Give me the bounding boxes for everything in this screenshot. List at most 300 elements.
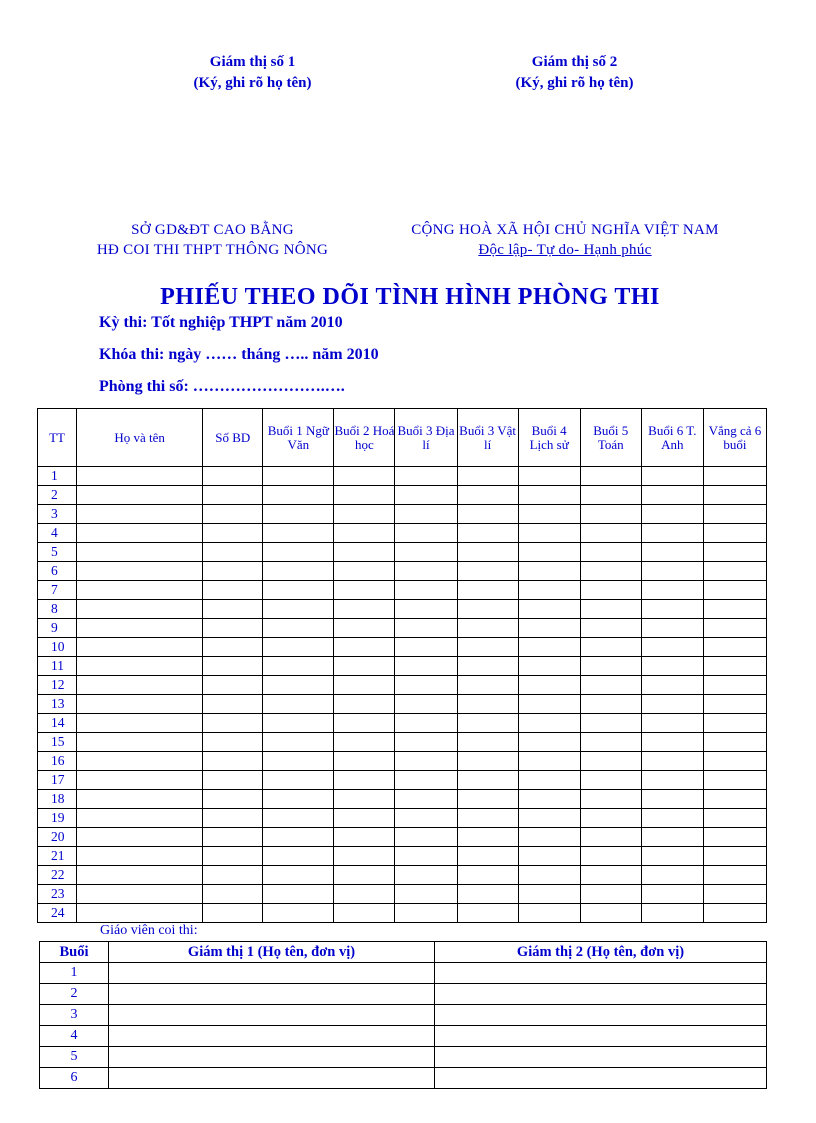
table-cell[interactable] <box>580 790 641 809</box>
table-cell[interactable] <box>641 600 703 619</box>
table-cell[interactable] <box>518 543 580 562</box>
table-cell[interactable] <box>395 790 457 809</box>
table-cell[interactable] <box>334 714 395 733</box>
table-cell[interactable] <box>518 638 580 657</box>
table-cell[interactable] <box>334 581 395 600</box>
table-cell[interactable] <box>395 828 457 847</box>
row-number: 11 <box>38 657 77 676</box>
table-cell[interactable] <box>395 600 457 619</box>
table-cell[interactable] <box>641 505 703 524</box>
table-cell[interactable] <box>703 619 766 638</box>
table-cell[interactable] <box>203 695 263 714</box>
table-row <box>40 1047 767 1068</box>
table-cell[interactable] <box>457 809 518 828</box>
table-row <box>38 733 767 752</box>
table-cell[interactable] <box>703 505 766 524</box>
table-cell[interactable] <box>263 543 334 562</box>
table-cell[interactable] <box>334 486 395 505</box>
table-cell[interactable] <box>263 581 334 600</box>
table-cell[interactable] <box>703 714 766 733</box>
row-number: 5 <box>38 543 77 562</box>
table-cell[interactable] <box>435 1068 767 1089</box>
table-cell[interactable] <box>580 847 641 866</box>
table-row <box>38 847 767 866</box>
table-cell[interactable] <box>457 467 518 486</box>
table-cell[interactable] <box>334 790 395 809</box>
table-cell[interactable] <box>77 866 203 885</box>
table-cell[interactable] <box>641 866 703 885</box>
column-header: Buổi 3 Vật lí <box>457 409 518 467</box>
table-cell[interactable] <box>641 619 703 638</box>
table-cell[interactable] <box>263 904 334 923</box>
table-cell[interactable] <box>203 543 263 562</box>
table-row <box>38 695 767 714</box>
table-cell[interactable] <box>203 486 263 505</box>
national-motto: Độc lập- Tự do- Hạnh phúc <box>478 242 652 258</box>
table-cell[interactable] <box>203 600 263 619</box>
table-cell[interactable] <box>203 866 263 885</box>
table-cell[interactable] <box>518 524 580 543</box>
table-cell[interactable] <box>518 828 580 847</box>
row-number: 23 <box>38 885 77 904</box>
column-header: Giám thị 1 (Họ tên, đơn vị) <box>109 942 435 963</box>
table-cell[interactable] <box>518 619 580 638</box>
table-cell[interactable] <box>703 733 766 752</box>
table-cell[interactable] <box>263 619 334 638</box>
table-cell[interactable] <box>203 828 263 847</box>
table-cell[interactable] <box>435 1005 767 1026</box>
table-cell[interactable] <box>641 638 703 657</box>
column-header: Vắng cả 6 buổi <box>703 409 766 467</box>
table-row <box>38 790 767 809</box>
table-cell[interactable] <box>203 619 263 638</box>
table-cell[interactable] <box>703 866 766 885</box>
department-name: SỞ GD&ĐT CAO BẰNG <box>131 222 294 238</box>
table-cell[interactable] <box>263 847 334 866</box>
national-header <box>365 220 765 260</box>
table-cell[interactable] <box>77 562 203 581</box>
table-cell[interactable] <box>703 771 766 790</box>
table-cell[interactable] <box>703 600 766 619</box>
table-cell[interactable] <box>580 600 641 619</box>
table-cell[interactable] <box>457 676 518 695</box>
table-cell[interactable] <box>77 486 203 505</box>
table-cell[interactable] <box>641 562 703 581</box>
table-cell[interactable] <box>334 657 395 676</box>
table-cell[interactable] <box>518 790 580 809</box>
table-cell[interactable] <box>109 1005 435 1026</box>
row-number: 4 <box>38 524 77 543</box>
table-cell[interactable] <box>703 752 766 771</box>
table-cell[interactable] <box>457 904 518 923</box>
table-cell[interactable] <box>395 904 457 923</box>
table-cell[interactable] <box>641 657 703 676</box>
table-cell[interactable] <box>334 904 395 923</box>
row-number: 19 <box>38 809 77 828</box>
table-row <box>38 657 767 676</box>
table-cell[interactable] <box>457 486 518 505</box>
table-cell[interactable] <box>580 638 641 657</box>
table-cell[interactable] <box>457 828 518 847</box>
table-cell[interactable] <box>518 486 580 505</box>
table-cell[interactable] <box>580 866 641 885</box>
table-cell[interactable] <box>203 657 263 676</box>
table-cell[interactable] <box>641 676 703 695</box>
column-header: Số BD <box>203 409 263 467</box>
table-cell[interactable] <box>641 771 703 790</box>
table-cell[interactable] <box>703 676 766 695</box>
table-cell[interactable] <box>395 638 457 657</box>
table-cell[interactable] <box>457 638 518 657</box>
table-cell[interactable] <box>518 562 580 581</box>
table-cell[interactable] <box>334 847 395 866</box>
table-cell[interactable] <box>334 619 395 638</box>
table-cell[interactable] <box>457 619 518 638</box>
table-cell[interactable] <box>457 885 518 904</box>
table-cell[interactable] <box>641 543 703 562</box>
table-cell[interactable] <box>203 809 263 828</box>
table-cell[interactable] <box>334 562 395 581</box>
table-cell[interactable] <box>77 543 203 562</box>
table-cell[interactable] <box>518 505 580 524</box>
table-cell[interactable] <box>203 562 263 581</box>
table-cell[interactable] <box>203 505 263 524</box>
table-cell[interactable] <box>334 866 395 885</box>
invigilator-table-header <box>40 942 767 963</box>
invigilator-table <box>39 941 767 1089</box>
table-row <box>38 866 767 885</box>
table-cell[interactable] <box>580 828 641 847</box>
session-number: 6 <box>40 1068 109 1089</box>
table-cell[interactable] <box>580 486 641 505</box>
table-cell[interactable] <box>77 695 203 714</box>
table-cell[interactable] <box>457 790 518 809</box>
table-cell[interactable] <box>77 790 203 809</box>
table-cell[interactable] <box>263 809 334 828</box>
table-cell[interactable] <box>395 562 457 581</box>
invigilator-table-body <box>40 963 767 1089</box>
table-cell[interactable] <box>263 714 334 733</box>
table-cell[interactable] <box>703 486 766 505</box>
table-cell[interactable] <box>703 562 766 581</box>
table-cell[interactable] <box>580 657 641 676</box>
table-row <box>38 467 767 486</box>
table-cell[interactable] <box>580 524 641 543</box>
table-cell[interactable] <box>457 752 518 771</box>
table-cell[interactable] <box>77 657 203 676</box>
table-row <box>38 809 767 828</box>
table-cell[interactable] <box>457 695 518 714</box>
table-cell[interactable] <box>334 733 395 752</box>
table-cell[interactable] <box>77 828 203 847</box>
table-cell[interactable] <box>457 847 518 866</box>
table-cell[interactable] <box>641 733 703 752</box>
table-cell[interactable] <box>263 733 334 752</box>
table-cell[interactable] <box>457 543 518 562</box>
table-cell[interactable] <box>334 828 395 847</box>
table-cell[interactable] <box>641 885 703 904</box>
table-cell[interactable] <box>518 847 580 866</box>
table-cell[interactable] <box>395 467 457 486</box>
table-cell[interactable] <box>109 1026 435 1047</box>
table-row <box>40 963 767 984</box>
table-cell[interactable] <box>77 809 203 828</box>
table-cell[interactable] <box>203 904 263 923</box>
table-row <box>40 984 767 1005</box>
table-cell[interactable] <box>518 657 580 676</box>
table-cell[interactable] <box>334 752 395 771</box>
table-cell[interactable] <box>395 847 457 866</box>
table-cell[interactable] <box>77 524 203 543</box>
table-cell[interactable] <box>77 714 203 733</box>
table-cell[interactable] <box>395 486 457 505</box>
table-cell[interactable] <box>203 676 263 695</box>
table-cell[interactable] <box>203 790 263 809</box>
row-number: 12 <box>38 676 77 695</box>
table-cell[interactable] <box>109 963 435 984</box>
table-cell[interactable] <box>109 984 435 1005</box>
table-cell[interactable] <box>518 733 580 752</box>
table-cell[interactable] <box>263 638 334 657</box>
table-cell[interactable] <box>77 847 203 866</box>
table-cell[interactable] <box>263 866 334 885</box>
table-cell[interactable] <box>334 600 395 619</box>
column-header: Buổi 6 T. Anh <box>641 409 703 467</box>
table-cell[interactable] <box>395 752 457 771</box>
table-cell[interactable] <box>77 600 203 619</box>
table-cell[interactable] <box>703 885 766 904</box>
table-cell[interactable] <box>457 714 518 733</box>
table-cell[interactable] <box>518 695 580 714</box>
table-cell[interactable] <box>203 733 263 752</box>
table-cell[interactable] <box>77 638 203 657</box>
table-cell[interactable] <box>703 847 766 866</box>
table-row <box>38 619 767 638</box>
table-cell[interactable] <box>580 505 641 524</box>
row-number: 17 <box>38 771 77 790</box>
table-cell[interactable] <box>334 809 395 828</box>
table-cell[interactable] <box>641 809 703 828</box>
table-cell[interactable] <box>263 524 334 543</box>
table-cell[interactable] <box>580 619 641 638</box>
table-cell[interactable] <box>580 676 641 695</box>
table-cell[interactable] <box>109 1068 435 1089</box>
table-cell[interactable] <box>395 505 457 524</box>
table-cell[interactable] <box>435 984 767 1005</box>
table-cell[interactable] <box>334 524 395 543</box>
row-number: 2 <box>38 486 77 505</box>
table-cell[interactable] <box>703 581 766 600</box>
table-cell[interactable] <box>395 771 457 790</box>
table-cell[interactable] <box>395 733 457 752</box>
row-number: 9 <box>38 619 77 638</box>
table-cell[interactable] <box>703 543 766 562</box>
table-cell[interactable] <box>457 524 518 543</box>
table-cell[interactable] <box>263 486 334 505</box>
table-cell[interactable] <box>77 771 203 790</box>
table-cell[interactable] <box>203 752 263 771</box>
table-cell[interactable] <box>518 581 580 600</box>
table-cell[interactable] <box>334 505 395 524</box>
column-header: TT <box>38 409 77 467</box>
table-cell[interactable] <box>580 714 641 733</box>
table-row <box>38 505 767 524</box>
table-cell[interactable] <box>263 695 334 714</box>
table-cell[interactable] <box>641 847 703 866</box>
table-cell[interactable] <box>457 562 518 581</box>
table-cell[interactable] <box>77 505 203 524</box>
exam-info: Kỳ thi: Tốt nghiệp THPT năm 2010 <box>99 314 343 331</box>
table-cell[interactable] <box>580 581 641 600</box>
table-cell[interactable] <box>641 752 703 771</box>
table-cell[interactable] <box>334 467 395 486</box>
table-cell[interactable] <box>77 885 203 904</box>
table-cell[interactable] <box>435 963 767 984</box>
table-cell[interactable] <box>263 657 334 676</box>
signature-block-2 <box>472 52 677 94</box>
table-cell[interactable] <box>641 714 703 733</box>
table-cell[interactable] <box>109 1047 435 1068</box>
table-cell[interactable] <box>395 619 457 638</box>
table-cell[interactable] <box>435 1026 767 1047</box>
table-cell[interactable] <box>580 733 641 752</box>
table-cell[interactable] <box>77 733 203 752</box>
table-cell[interactable] <box>77 752 203 771</box>
signature-title: Giám thị số 1 <box>209 54 296 70</box>
table-cell[interactable] <box>263 562 334 581</box>
table-cell[interactable] <box>518 809 580 828</box>
table-cell[interactable] <box>334 695 395 714</box>
table-cell[interactable] <box>703 790 766 809</box>
column-header: Buổi 5 Toán <box>580 409 641 467</box>
table-cell[interactable] <box>203 771 263 790</box>
table-cell[interactable] <box>641 581 703 600</box>
table-cell[interactable] <box>641 828 703 847</box>
signature-title: Giám thị số 2 <box>531 54 618 70</box>
table-cell[interactable] <box>580 771 641 790</box>
table-cell[interactable] <box>580 543 641 562</box>
table-cell[interactable] <box>518 771 580 790</box>
table-cell[interactable] <box>334 676 395 695</box>
table-cell[interactable] <box>203 638 263 657</box>
table-cell[interactable] <box>203 467 263 486</box>
table-cell[interactable] <box>395 809 457 828</box>
table-cell[interactable] <box>580 904 641 923</box>
table-cell[interactable] <box>395 657 457 676</box>
table-cell[interactable] <box>518 866 580 885</box>
table-cell[interactable] <box>395 866 457 885</box>
table-cell[interactable] <box>518 904 580 923</box>
table-cell[interactable] <box>395 885 457 904</box>
table-cell[interactable] <box>580 467 641 486</box>
table-cell[interactable] <box>641 467 703 486</box>
row-number: 18 <box>38 790 77 809</box>
table-cell[interactable] <box>435 1047 767 1068</box>
table-cell[interactable] <box>395 543 457 562</box>
table-cell[interactable] <box>263 505 334 524</box>
table-cell[interactable] <box>703 828 766 847</box>
table-cell[interactable] <box>518 467 580 486</box>
table-cell[interactable] <box>703 524 766 543</box>
table-cell[interactable] <box>457 771 518 790</box>
table-row <box>38 600 767 619</box>
table-cell[interactable] <box>77 619 203 638</box>
table-cell[interactable] <box>203 714 263 733</box>
table-cell[interactable] <box>263 771 334 790</box>
table-cell[interactable] <box>518 714 580 733</box>
table-cell[interactable] <box>703 467 766 486</box>
table-cell[interactable] <box>334 638 395 657</box>
table-cell[interactable] <box>580 885 641 904</box>
table-cell[interactable] <box>641 524 703 543</box>
tracking-table-header <box>38 409 767 467</box>
table-cell[interactable] <box>580 695 641 714</box>
table-cell[interactable] <box>518 752 580 771</box>
table-cell[interactable] <box>263 828 334 847</box>
table-cell[interactable] <box>263 790 334 809</box>
table-cell[interactable] <box>457 657 518 676</box>
row-number: 3 <box>38 505 77 524</box>
table-cell[interactable] <box>580 752 641 771</box>
column-header: Buổi <box>40 942 109 963</box>
table-cell[interactable] <box>457 581 518 600</box>
table-cell[interactable] <box>395 524 457 543</box>
table-cell[interactable] <box>334 771 395 790</box>
table-cell[interactable] <box>263 600 334 619</box>
table-cell[interactable] <box>77 581 203 600</box>
table-cell[interactable] <box>395 581 457 600</box>
table-cell[interactable] <box>518 885 580 904</box>
table-cell[interactable] <box>457 866 518 885</box>
table-cell[interactable] <box>334 543 395 562</box>
table-cell[interactable] <box>580 562 641 581</box>
table-cell[interactable] <box>203 524 263 543</box>
table-cell[interactable] <box>334 885 395 904</box>
table-cell[interactable] <box>580 809 641 828</box>
table-cell[interactable] <box>457 733 518 752</box>
table-cell[interactable] <box>703 809 766 828</box>
table-cell[interactable] <box>457 600 518 619</box>
table-cell[interactable] <box>263 467 334 486</box>
table-cell[interactable] <box>263 752 334 771</box>
table-cell[interactable] <box>703 904 766 923</box>
table-cell[interactable] <box>457 505 518 524</box>
column-header: Giám thị 2 (Họ tên, đơn vị) <box>435 942 767 963</box>
table-cell[interactable] <box>77 467 203 486</box>
table-cell[interactable] <box>395 714 457 733</box>
row-number: 7 <box>38 581 77 600</box>
table-cell[interactable] <box>703 657 766 676</box>
table-cell[interactable] <box>395 695 457 714</box>
table-cell[interactable] <box>203 581 263 600</box>
table-cell[interactable] <box>703 638 766 657</box>
table-cell[interactable] <box>77 676 203 695</box>
table-cell[interactable] <box>203 847 263 866</box>
table-cell[interactable] <box>77 904 203 923</box>
table-cell[interactable] <box>395 676 457 695</box>
table-cell[interactable] <box>518 600 580 619</box>
table-cell[interactable] <box>641 486 703 505</box>
table-row <box>38 562 767 581</box>
table-cell[interactable] <box>263 676 334 695</box>
table-cell[interactable] <box>641 790 703 809</box>
table-cell[interactable] <box>641 695 703 714</box>
table-cell[interactable] <box>203 885 263 904</box>
table-cell[interactable] <box>641 904 703 923</box>
table-cell[interactable] <box>703 695 766 714</box>
table-cell[interactable] <box>518 676 580 695</box>
table-cell[interactable] <box>263 885 334 904</box>
